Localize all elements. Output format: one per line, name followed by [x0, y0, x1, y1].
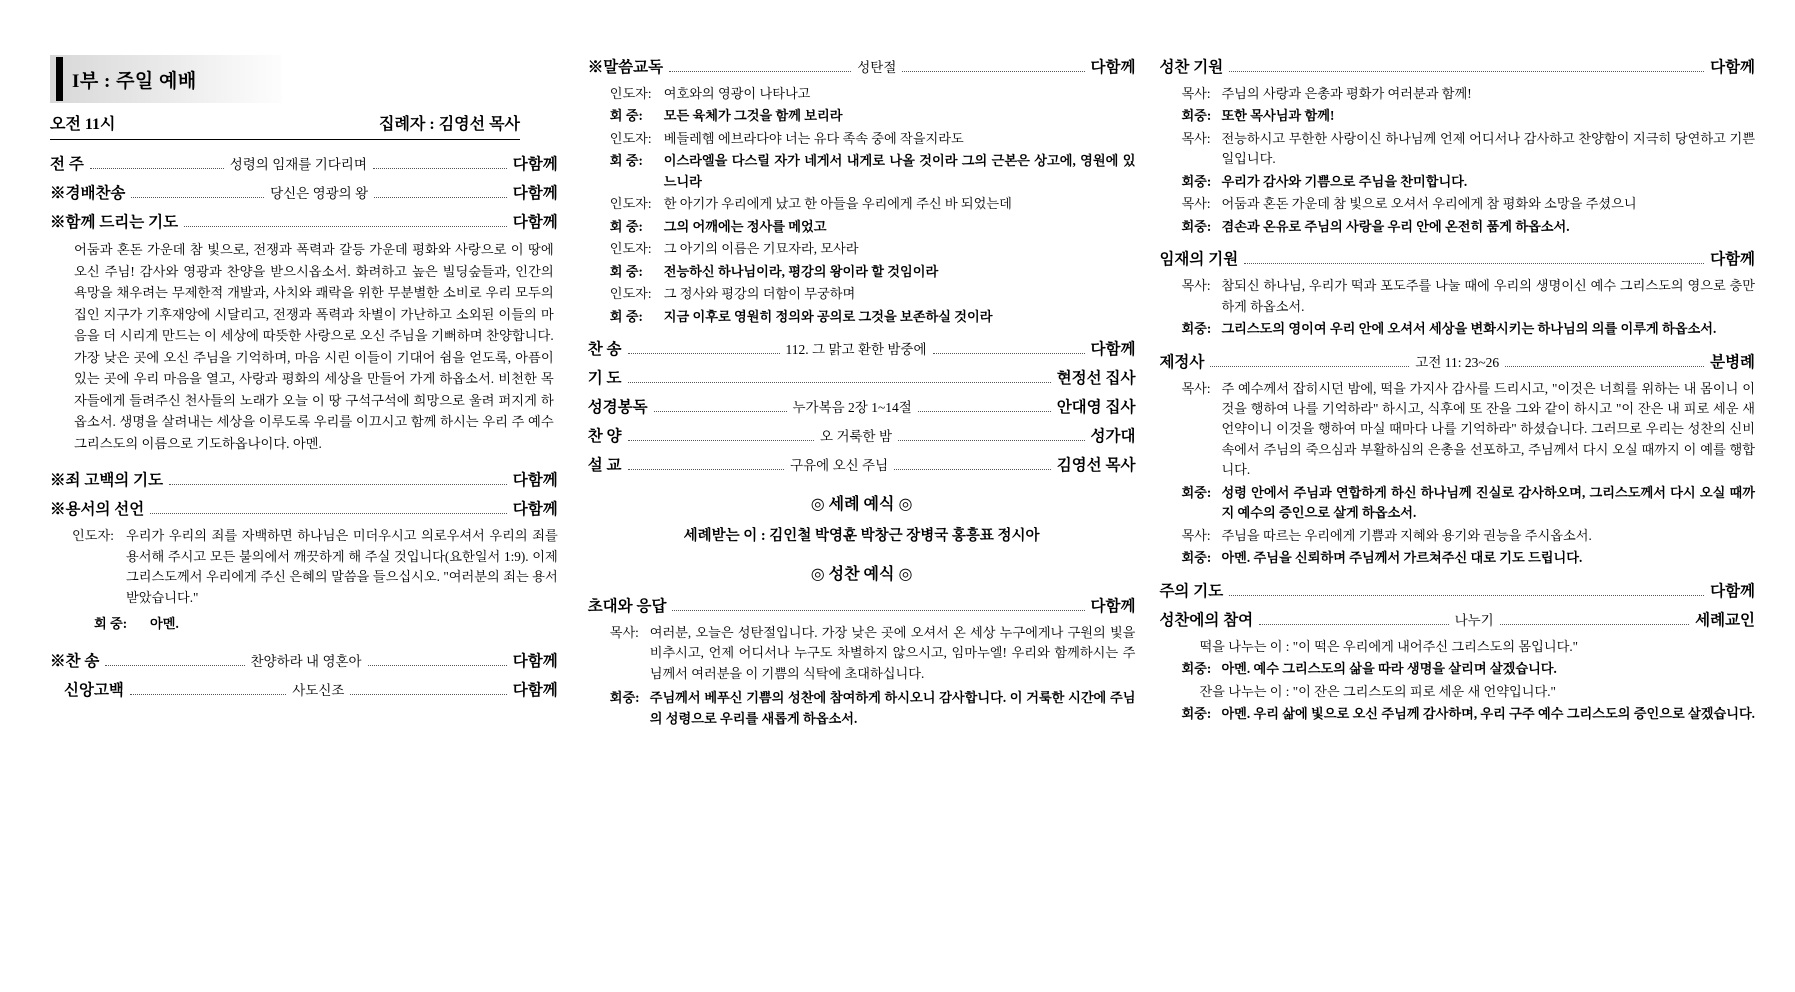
- speaker-text: 떡을 나누는 이 : "이 떡은 우리에게 내어주신 그리스도의 몸입니다.": [1199, 638, 1579, 654]
- order-label: 찬 양: [587, 427, 622, 445]
- dot-leader: [898, 440, 1085, 441]
- responsive-row: [1181, 704, 1755, 724]
- speaker-text: 주님께서 베푸신 기쁨의 성찬에 참여하게 하시오니 감사합니다. 이 거룩한 시간에 주님의 성령으로 우리를 새롭게 하옵소서.: [649, 690, 1136, 726]
- service-banner: [50, 55, 282, 103]
- speaker-label: 회중:: [1181, 218, 1212, 234]
- dot-leader: [105, 665, 244, 666]
- thanksgiving-block: [1181, 84, 1755, 237]
- order-item: [1159, 247, 1755, 269]
- confession-block: [72, 526, 558, 634]
- order-detail: 구유에 오신 주님: [790, 457, 889, 473]
- order-label: 초대와 응답: [587, 597, 667, 615]
- order-participant: 다함께: [512, 501, 558, 519]
- responsive-row: [72, 614, 558, 634]
- institution-block: [1181, 379, 1755, 569]
- speaker-label: 회중:: [1181, 108, 1212, 124]
- dot-leader: [672, 610, 1084, 611]
- speaker-label: 인도자:: [609, 286, 652, 302]
- order-label: 찬 송: [587, 340, 622, 358]
- order-label: ※용서의 선언: [50, 501, 145, 519]
- column-one: [40, 55, 588, 982]
- dot-leader: [1259, 624, 1448, 625]
- dot-leader: [918, 411, 1051, 412]
- dot-leader: [902, 71, 1084, 72]
- order-item: [588, 366, 1136, 388]
- dot-leader: [628, 469, 785, 470]
- order-item: [1159, 579, 1755, 601]
- order-detail: 누가복음 2장 1~14절: [792, 399, 912, 415]
- speaker-label: 회 중:: [609, 263, 643, 279]
- responsive-row: [1181, 106, 1755, 126]
- speaker-text: 참되신 하나님, 우리가 떡과 포도주를 나눌 때에 우리의 생명이신 예수 그리스도의 영으로 충만하게 하옵소서.: [1221, 278, 1756, 314]
- order-item: [1159, 608, 1755, 630]
- speaker-label: 회중:: [1181, 321, 1212, 337]
- speaker-label: 회중:: [609, 690, 640, 706]
- speaker-text: 모든 육체가 그것을 함께 보리라: [663, 108, 843, 124]
- order-item: [50, 468, 558, 490]
- speaker-label: 회중:: [1181, 173, 1212, 189]
- responsive-row: [1181, 129, 1755, 170]
- speaker-label: 회 중:: [609, 153, 643, 169]
- order-item: [50, 649, 558, 671]
- order-label: ※경배찬송: [50, 185, 126, 202]
- order-participant: 다함께: [512, 652, 558, 670]
- speaker-label: 인도자:: [609, 86, 652, 101]
- order-item: [50, 678, 558, 700]
- communion-section-title: ◎ 성찬 예식 ◎: [810, 565, 913, 583]
- order-item: [1159, 55, 1755, 77]
- dot-leader: [131, 197, 264, 198]
- dot-leader: [368, 665, 507, 666]
- speaker-label: 회중:: [1181, 661, 1212, 677]
- responsive-row: [610, 217, 1136, 237]
- dot-leader: [374, 197, 507, 198]
- responsive-row: [1181, 217, 1755, 237]
- order-participant: 현정선 집사: [1056, 369, 1136, 387]
- speaker-text: 이스라엘을 다스릴 자가 네게서 내게로 나올 것이라 그의 근본은 상고에, 영원에 있느니라: [663, 153, 1136, 189]
- speaker-text: 주님의 사랑과 은총과 평화가 여러분과 함께!: [1221, 86, 1472, 101]
- order-participant: 다함께: [512, 185, 558, 202]
- speaker-label: 회중:: [1181, 484, 1212, 500]
- responsive-row: [610, 129, 1136, 149]
- speaker-text: 성령 안에서 주님과 연합하게 하신 하나님께 진실로 감사하오며, 그리스도께서 다시 오실 때까지 예수의 증인으로 살게 하옵소서.: [1221, 484, 1756, 521]
- dot-leader: [628, 382, 1051, 383]
- speaker-text: 그의 어깨에는 정사를 메었고: [663, 218, 827, 234]
- responsive-row: [610, 262, 1136, 282]
- responsive-row: [1181, 637, 1755, 657]
- responsive-row: [610, 688, 1136, 729]
- speaker-label: 회 중:: [609, 108, 643, 124]
- order-detail: 고전 11: 23~26: [1415, 354, 1500, 370]
- order-label: ※말씀교독: [587, 59, 664, 76]
- responsive-row: [610, 84, 1136, 104]
- service-subheader: [50, 111, 520, 140]
- order-label: 기 도: [587, 369, 622, 387]
- dot-leader: [169, 484, 507, 485]
- order-participant: 다함께: [1710, 59, 1756, 76]
- speaker-text: 여러분, 오늘은 성탄절입니다. 가장 낮은 곳에 오셔서 온 세상 누구에게나 구원의 빛을 비추시고, 언제 어디서나 누구도 차별하지 않으시고, 임마누엘! 우리와 함께하시는 주님께서 여러분을 이 기쁨의 식탁에 초대하십니다.: [649, 624, 1136, 681]
- order-label: 성찬에의 참여: [1159, 611, 1254, 629]
- responsive-row: [610, 284, 1136, 304]
- order-participant: 다함께: [512, 472, 558, 490]
- dot-leader: [1210, 366, 1409, 367]
- speaker-text: 전능하시고 무한한 사랑이신 하나님께 언제 어디서나 감사하고 찬양함이 지극히 당연하고 기쁜 일입니다.: [1221, 130, 1756, 167]
- speaker-text: 한 아기가 우리에게 났고 한 아들을 우리에게 주신 바 되었는데: [663, 196, 1012, 212]
- speaker-label: 목사:: [1181, 130, 1211, 146]
- dot-leader: [373, 168, 507, 169]
- column-three: [1159, 55, 1755, 982]
- order-label: 성찬 기원: [1159, 59, 1224, 76]
- speaker-label: 목사:: [1181, 86, 1211, 101]
- responsive-row: [1181, 319, 1755, 339]
- order-detail: 사도신조: [292, 682, 345, 698]
- dot-leader: [1229, 595, 1704, 596]
- baptism-section-title: ◎ 세례 예식 ◎: [810, 495, 913, 513]
- order-participant: 안대영 집사: [1056, 398, 1136, 416]
- order-label: 신앙고백: [64, 681, 124, 699]
- order-label: 제정사: [1159, 353, 1205, 371]
- responsive-reading: [610, 84, 1136, 327]
- speaker-text: 베들레헴 에브라다야 너는 유다 족속 중에 작을지라도: [663, 130, 964, 146]
- order-participant: 다함께: [512, 214, 558, 231]
- responsive-row: [1181, 276, 1755, 317]
- dot-leader: [628, 440, 815, 441]
- order-participant: 다함께: [1090, 340, 1136, 358]
- order-item: [50, 497, 558, 519]
- responsive-row: [72, 526, 558, 608]
- speaker-text: 아멘. 우리 삶에 빛으로 오신 주님께 감사하며, 우리 구주 예수 그리스도의 증인으로 살겠습니다.: [1221, 705, 1755, 721]
- dot-leader: [894, 469, 1051, 470]
- responsive-row: [1181, 659, 1755, 679]
- speaker-label: 회 중:: [609, 308, 643, 324]
- speaker-text: 아멘. 예수 그리스도의 삶을 따라 생명을 살리며 살겠습니다.: [1221, 661, 1557, 677]
- speaker-label: 회중:: [1181, 705, 1212, 721]
- responsive-row: [610, 194, 1136, 214]
- speaker-text: 우리가 감사와 기쁨으로 주님을 찬미합니다.: [1221, 173, 1468, 189]
- dot-leader: [90, 168, 224, 169]
- order-item: [50, 181, 558, 203]
- order-item: [588, 395, 1136, 417]
- dot-leader: [184, 226, 507, 227]
- order-item: [50, 152, 558, 174]
- speaker-text: 주 예수께서 잡히시던 밤에, 떡을 가지사 감사를 드리시고, "이것은 너희를 위하는 내 몸이니 이것을 행하여 나를 기억하라" 하시고, 식후에 또 잔을 그와 같이 하시고 "이 잔은 내 피로 세운 새 언약이니 이것을 행하여 마실 때마다 나를 기억하라" 하셨습니다. 그러므로 우리는 성찬의 신비 속에서 주님의 죽으심과 부활하심의 은총을 선포하고, 주님께서 다시 오실 때까지 이 예를 행합니다.: [1221, 380, 1756, 478]
- responsive-row: [610, 307, 1136, 327]
- speaker-text: 그 아기의 이름은 기묘자라, 모사라: [663, 241, 859, 257]
- speaker-text: 아멘.: [150, 616, 179, 632]
- responsive-row: [1181, 483, 1755, 524]
- dot-leader: [350, 694, 506, 695]
- speaker-label: 목사:: [1181, 278, 1211, 294]
- speaker-text: 그 정사와 평강의 더함이 무궁하며: [663, 286, 856, 302]
- responsive-row: [610, 623, 1136, 684]
- order-label: ※죄 고백의 기도: [50, 472, 164, 490]
- order-participant: 분병례: [1710, 353, 1756, 371]
- order-label: ※함께 드리는 기도: [50, 214, 179, 231]
- dot-leader: [130, 694, 286, 695]
- order-item: [588, 453, 1136, 475]
- dot-leader: [669, 71, 851, 72]
- order-label: 설 교: [587, 456, 622, 474]
- order-detail: 찬양하라 내 영혼아: [250, 653, 362, 669]
- order-participant: 다함께: [1090, 597, 1136, 615]
- order-participant: 세례교인: [1695, 611, 1756, 629]
- order-participant: 다함께: [1090, 59, 1136, 76]
- speaker-label: 회중:: [1181, 550, 1212, 566]
- dot-leader: [1500, 624, 1689, 625]
- speaker-text: 또한 목사님과 함께!: [1221, 108, 1335, 124]
- order-detail: 성탄절: [857, 60, 897, 75]
- speaker-text: 전능하신 하나님이라, 평강의 왕이라 할 것임이라: [663, 263, 939, 279]
- opening-prayer-text: 어둠과 혼돈 가운데 참 빛으로, 전쟁과 폭력과 갈등 가운데 평화와 사랑으로 이 땅에 오신 주님! 감사와 영광과 찬양을 받으시옵소서. 화려하고 높은 빌딩숲들과, 인간의 욕망을 채우려는 무제한적 개발과, 사치와 쾌락을 위한 무분별한 소비로 우리 모두의 집인 지구가 기후재앙에 시달리고, 전쟁과 폭력과 차별이 가난하고 소외된 이들의 마음을 더 시리게 만드는 이 세상에 따뜻한 사랑으로 오신 주님을 기뻐하며 찬양합니다. 가장 낮은 곳에 오신 주님을 기억하며, 마음 시린 이들이 기대어 쉼을 얻도록, 아픔이 있는 곳에 우리 마음을 열고, 사랑과 평화의 세상을 만들어 가게 하옵소서. 비천한 목자들에게 들려주신 천사들의 노래가 오늘 이 땅 구석구석에 희망으로 울려 퍼지게 하옵소서. 생명을 살려내는 세상을 이루도록 우리를 이끄시고 함께 하시는 우리 주 예수 그리스도의 이름으로 기도하옵나이다. 아멘.: [74, 242, 554, 451]
- responsive-row: [1181, 526, 1755, 546]
- speaker-label: 목사:: [1181, 380, 1211, 396]
- speaker-text: 어둠과 혼돈 가운데 참 빛으로 오셔서 우리에게 참 평화와 소망을 주셨으니: [1221, 196, 1637, 212]
- responsive-row: [1181, 682, 1755, 702]
- order-item: [50, 210, 558, 232]
- order-item: [1159, 350, 1755, 372]
- speaker-text: 아멘. 주님을 신뢰하며 주님께서 가르쳐주신 대로 기도 드립니다.: [1221, 550, 1583, 566]
- order-label: 주의 기도: [1159, 582, 1224, 600]
- dot-leader: [654, 411, 787, 412]
- speaker-text: 여호와의 영광이 나타나고: [663, 86, 811, 101]
- order-label: 전 주: [50, 156, 84, 173]
- speaker-label: 회 중:: [94, 616, 128, 632]
- dot-leader: [1229, 71, 1704, 72]
- responsive-row: [610, 106, 1136, 126]
- order-participant: 다함께: [1710, 251, 1756, 269]
- speaker-text: 지금 이후로 영원히 정의와 공의로 그것을 보존하실 것이라: [663, 308, 993, 324]
- speaker-label: 인도자:: [609, 241, 652, 257]
- banner-title: I부 : 주일 예배: [72, 71, 197, 92]
- order-detail: 오 거룩한 밤: [820, 428, 893, 444]
- order-participant: 다함께: [512, 156, 558, 173]
- speaker-label: 목사:: [1181, 527, 1211, 543]
- speaker-label: 회 중:: [609, 218, 643, 234]
- speaker-text: 우리가 우리의 죄를 자백하면 하나님은 미더우시고 의로우셔서 우리의 죄를 용서해 주시고 모든 불의에서 깨끗하게 해 주실 것입니다(요한일서 1:9). 이제 그리스도께서 우리에게 주신 은혜의 말씀을 들으십시오. "여러분의 죄는 용서 받았습니다.": [126, 528, 558, 605]
- order-label: 임재의 기원: [1159, 251, 1239, 269]
- responsive-row: [1181, 548, 1755, 568]
- responsive-row: [1181, 172, 1755, 192]
- speaker-label: 인도자:: [72, 528, 114, 544]
- dot-leader: [1244, 263, 1704, 264]
- order-participant: 김영선 목사: [1056, 456, 1136, 474]
- speaker-text: 주님을 따르는 우리에게 기쁨과 지혜와 용기와 권능을 주시옵소서.: [1221, 527, 1592, 543]
- dot-leader: [1505, 366, 1704, 367]
- invitation-block: [610, 623, 1136, 729]
- dot-leader: [628, 353, 780, 354]
- dot-leader: [150, 513, 507, 514]
- responsive-row: [1181, 379, 1755, 481]
- order-detail: 성령의 임재를 기다리며: [229, 157, 367, 172]
- responsive-row: [610, 151, 1136, 192]
- speaker-text: 겸손과 온유로 주님의 사랑을 우리 안에 온전히 품게 하옵소서.: [1221, 218, 1570, 234]
- order-participant: 다함께: [1710, 582, 1756, 600]
- service-time: 오전 11시: [50, 116, 116, 133]
- baptism-candidates: 세례받는 이 : 김인철 박영훈 박창근 장병국 홍흥표 정시아: [683, 527, 1040, 544]
- speaker-label: 목사:: [1181, 196, 1211, 212]
- speaker-text: 잔을 나누는 이 : "이 잔은 그리스도의 피로 세운 새 언약입니다.": [1199, 683, 1556, 699]
- speaker-label: 인도자:: [609, 130, 652, 146]
- speaker-text: 그리스도의 영이여 우리 안에 오셔서 세상을 변화시키는 하나님의 의를 이루게 하옵소서.: [1221, 321, 1717, 337]
- banner-bar-icon: [56, 57, 63, 101]
- order-detail: 112. 그 맑고 환한 밤중에: [785, 341, 927, 357]
- epiclesis-block: [1181, 276, 1755, 339]
- speaker-label: 목사:: [609, 624, 639, 640]
- order-label: 성경봉독: [587, 398, 648, 416]
- order-item: [588, 337, 1136, 359]
- dot-leader: [933, 353, 1085, 354]
- order-item: [588, 424, 1136, 446]
- column-two: [588, 55, 1160, 982]
- responsive-row: [610, 239, 1136, 259]
- responsive-row: [1181, 84, 1755, 104]
- responsive-row: [1181, 194, 1755, 214]
- order-item: [588, 594, 1136, 616]
- service-officiant: 집례자 : 김영선 목사: [379, 116, 520, 133]
- order-label: ※찬 송: [50, 652, 100, 670]
- order-detail: 나누기: [1454, 612, 1494, 628]
- order-participant: 다함께: [512, 681, 558, 699]
- speaker-label: 인도자:: [609, 196, 652, 212]
- order-detail: 당신은 영광의 왕: [270, 186, 369, 201]
- order-item: [588, 55, 1136, 77]
- order-participant: 성가대: [1090, 427, 1136, 445]
- participation-block: [1181, 637, 1755, 725]
